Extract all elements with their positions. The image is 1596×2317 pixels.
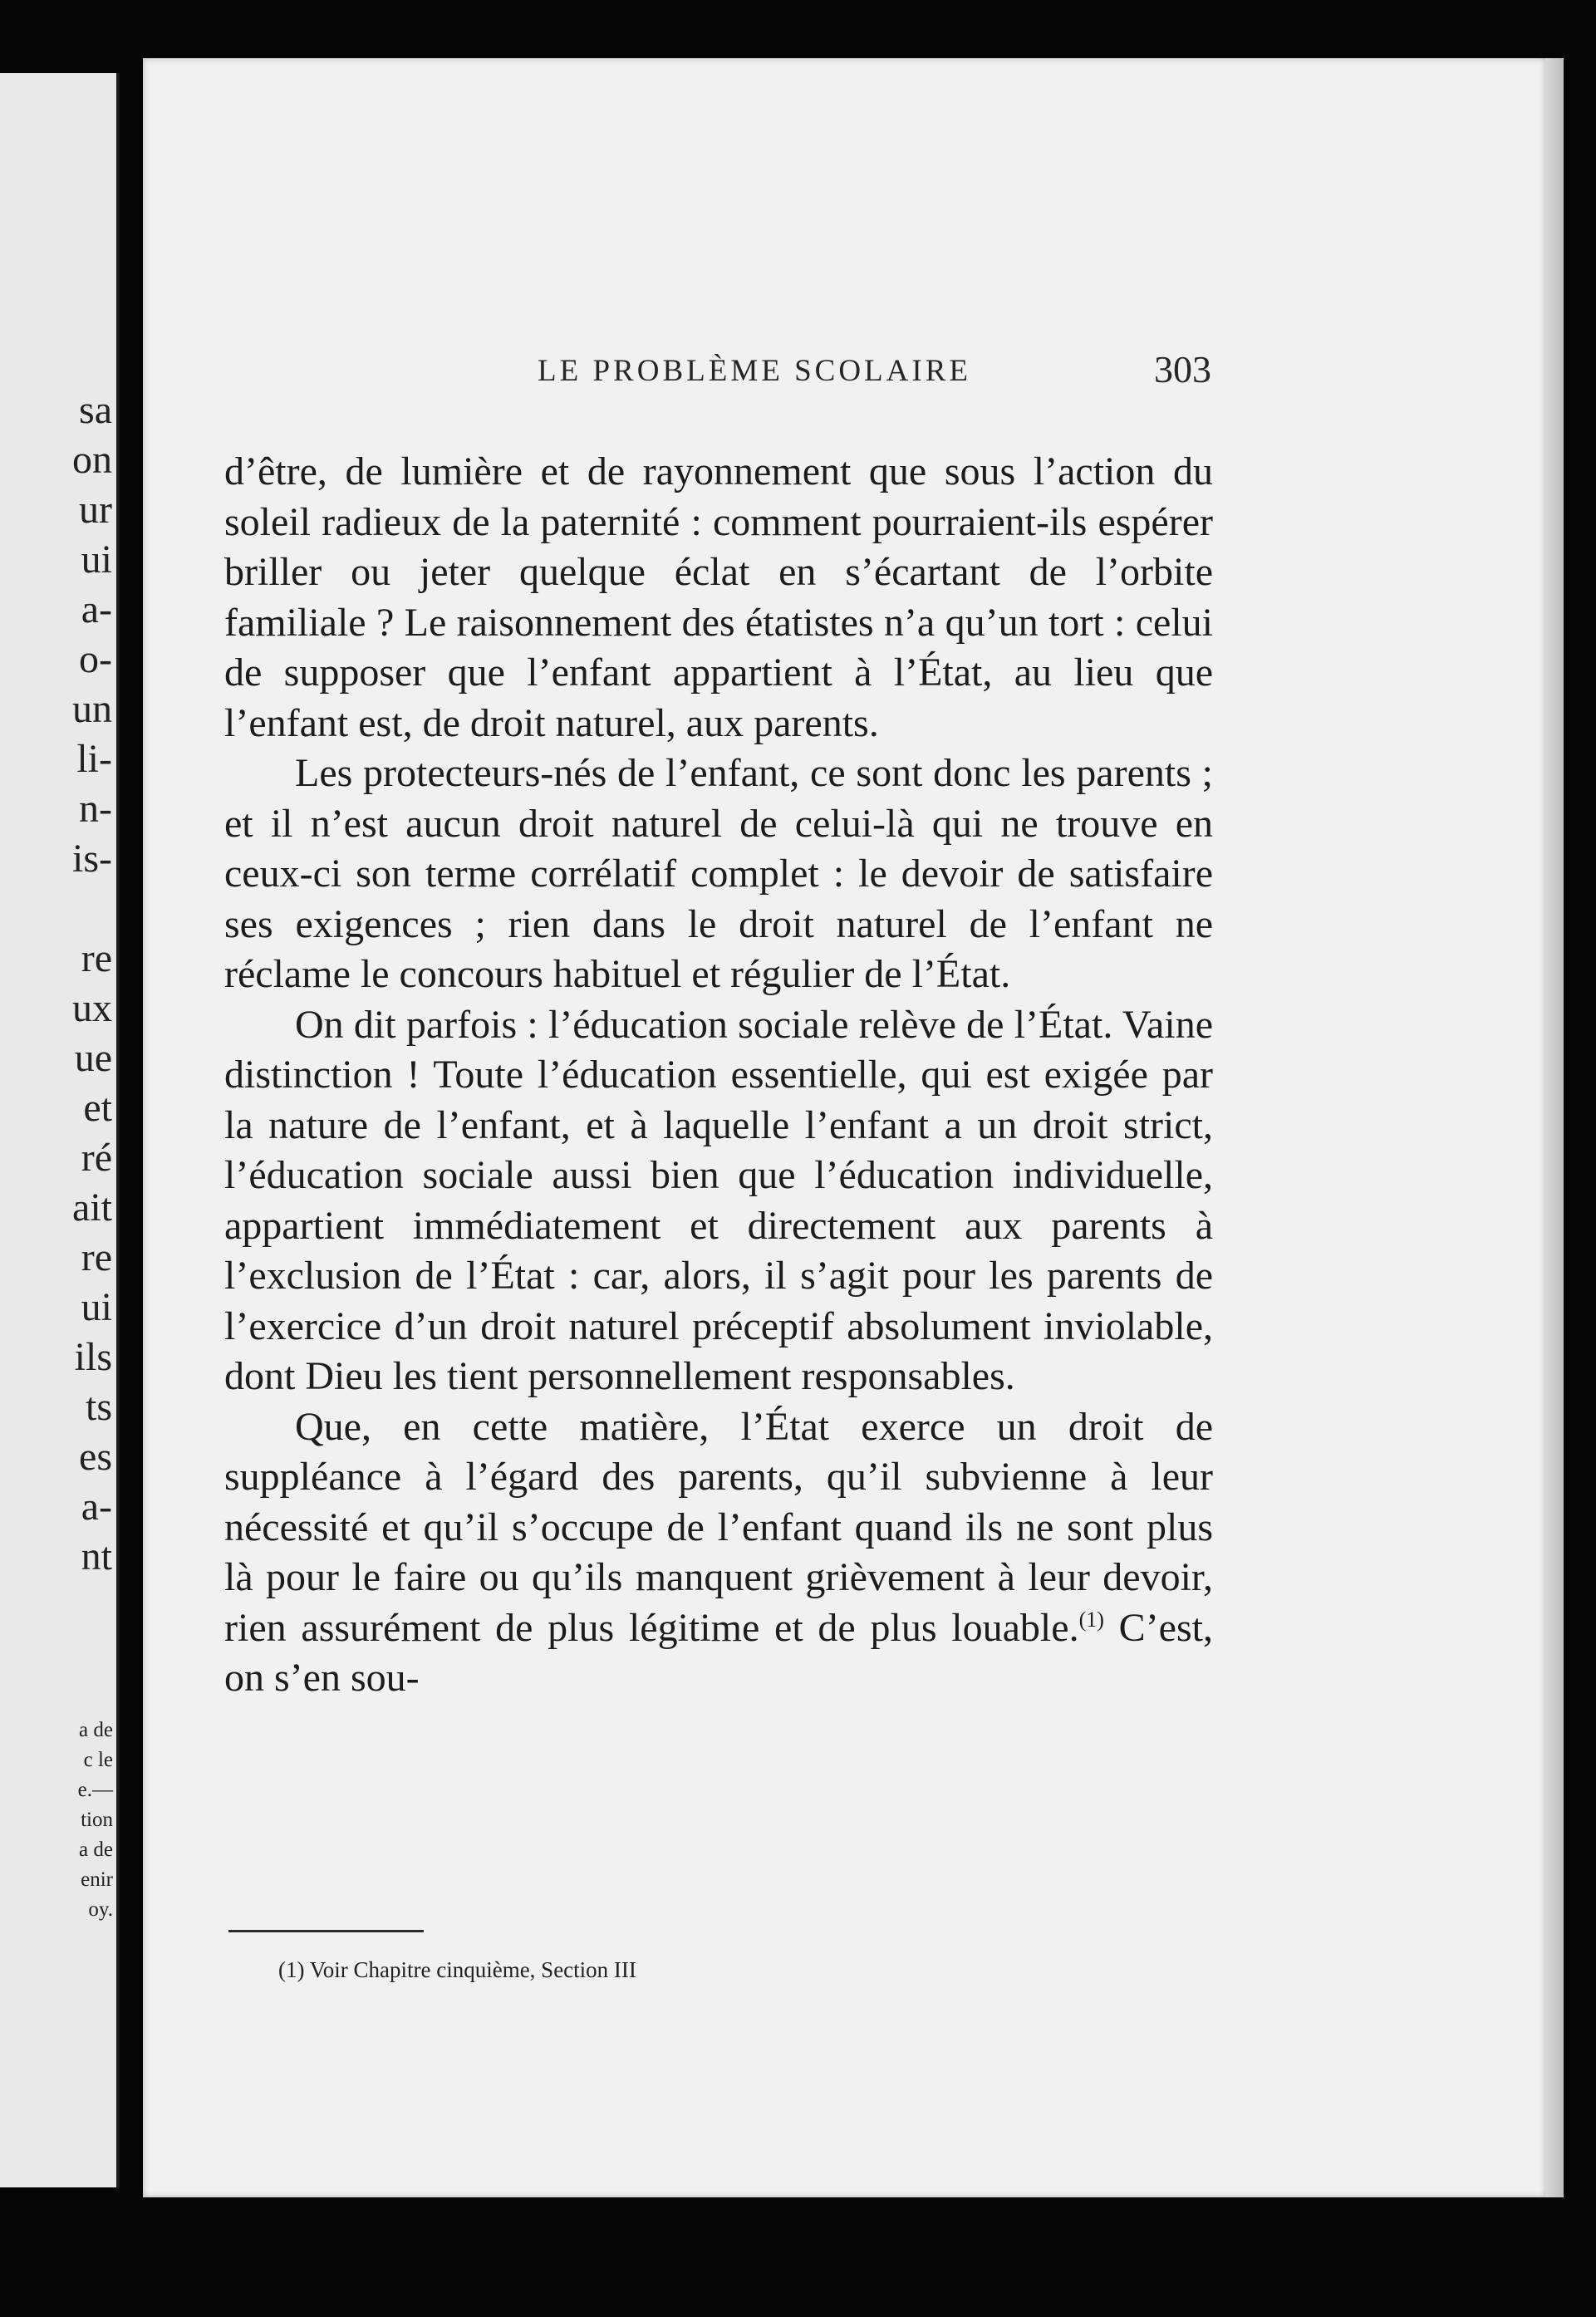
facing-page-line-ending: ux	[72, 986, 112, 1030]
facing-page-note-ending: c le	[83, 1749, 113, 1771]
paragraph: Les protecteurs-nés de l’enfant, ce sont donc les parents ; et il n’est aucun droit naturel de celui-là qui ne trouve en ceux-ci son terme corrélatif complet : le devoir de satisfaire ses exigences ; rien dans le droit naturel de l’enfant ne réclame le concours habituel et régulier de l’État.	[224, 751, 1213, 996]
facing-page-line-ending: nt	[81, 1534, 112, 1578]
facing-page-line-ending: a-	[81, 587, 112, 631]
facing-page-note-ending: e.—	[77, 1779, 113, 1801]
running-head-title: LE PROBLÈME SCOLAIRE	[538, 354, 971, 388]
facing-page-line-ending: es	[79, 1435, 112, 1479]
facing-page-line-ending: ui	[81, 1285, 112, 1329]
facing-page-line-ending: on	[72, 438, 112, 482]
body-text	[224, 447, 1213, 1704]
paragraph	[224, 1402, 1213, 1704]
facing-page-line-ending: re	[81, 1235, 112, 1279]
facing-page-line-ending: ue	[74, 1036, 112, 1080]
facing-page-line-ending: ait	[72, 1185, 112, 1230]
facing-page-line-ending: n-	[79, 787, 112, 831]
facing-page-note-ending: enir	[81, 1868, 113, 1891]
paragraph: d’être, de lumière et de rayonnement que sous l’action du soleil radieux de la paternité : comment pourraient-ils espérer briller ou jeter quelque éclat en s’écartant de l’orbite familiale ? Le raisonnement des étatistes n’a qu’un tort : celui de supposer que l’enfant appartient à l’État, au lieu que l’enfant est, de droit naturel, aux parents.	[224, 449, 1213, 745]
facing-page-line-ending: re	[81, 936, 112, 980]
page-edge-shadow	[1545, 58, 1564, 2197]
facing-page-line-ending: is-	[72, 837, 112, 881]
paragraph-text: Que, en cette matière, l’État exerce un droit de suppléance à l’égard des parents, qu’il subvienne à leur nécessité et qu’il s’occupe de l’enfant quand ils ne sont plus là pour le faire ou qu’ils manquent grièvement à leur devoir, rien assurément de plus légitime et de plus louable.	[224, 1404, 1213, 1650]
footnote-reference[interactable]: (1)	[1078, 1607, 1104, 1632]
footnote: (1) Voir Chapitre cinquième, Section III	[278, 1957, 636, 1982]
facing-page-note-ending: a de	[79, 1838, 113, 1861]
facing-page-line-ending: ils	[74, 1335, 112, 1379]
facing-page-line-ending: li-	[76, 737, 112, 781]
page-number: 303	[1154, 348, 1211, 390]
paragraph: On dit parfois : l’éducation sociale relève de l’État. Vaine distinction ! Toute l’éducation essentielle, qui est exigée par la nature de l’enfant, et à laquelle l’enfant a un droit strict, l’éducation sociale aussi bien que l’éducation individuelle, appartient immédiatement et directement aux parents à l’exclusion de l’État : car, alors, il s’agit pour les parents de l’exercice d’un droit naturel préceptif absolument inviolable, dont Dieu les tient personnellement responsables.	[224, 1002, 1213, 1398]
facing-page-line-ending: ui	[81, 538, 112, 582]
facing-page-line-ending: et	[83, 1086, 112, 1130]
facing-page-line-ending: a-	[81, 1485, 112, 1529]
facing-page-line-ending: sa	[79, 388, 112, 432]
facing-page-note-ending: a de	[79, 1719, 113, 1741]
facing-page-edge	[0, 73, 120, 2187]
footnote-rule	[228, 1930, 424, 1932]
facing-page-line-ending: ts	[85, 1385, 112, 1429]
paragraph-continuation: C’est, on s’en sou-	[224, 1605, 1213, 1700]
facing-page-line-ending: un	[72, 687, 112, 731]
facing-page-line-ending: ur	[79, 488, 112, 532]
facing-page-note-ending: oy.	[88, 1898, 113, 1921]
facing-page-line-ending: o-	[79, 637, 112, 681]
facing-page-note-ending: tion	[81, 1809, 113, 1831]
facing-page-line-ending: ré	[81, 1136, 112, 1180]
